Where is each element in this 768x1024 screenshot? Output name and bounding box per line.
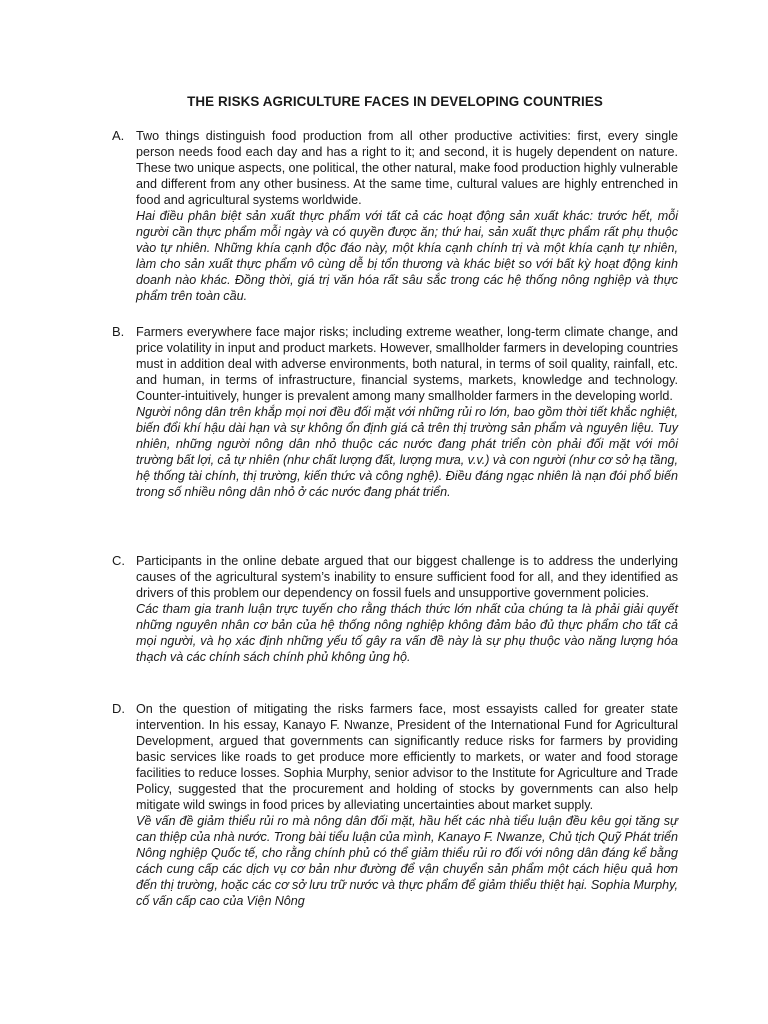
section-content <box>136 701 678 909</box>
section-letter: C. <box>112 553 125 568</box>
section-content <box>136 128 678 304</box>
section-letter: D. <box>112 701 125 716</box>
vietnamese-translation: Người nông dân trên khắp mọi nơi đều đối mặt với những rủi ro lớn, bao gồm thời tiết khắc nghiệt, biến đổi khí hậu dài hạn và sự không ổn định giá cả trên thị trường sản phẩm và nguyên liệu. Tuy nhiên, những người nông dân nhỏ thuộc các nước đang phát triển còn phải đối mặt với môi trường bất lợi, cả tự nhiên (như chất lượng đất, lượng mưa, v.v.) và con người (như cơ sở hạ tầng, hệ thống tài chính, thị trường, kiến thức và công nghệ). Điều đáng ngạc nhiên là nạn đói phổ biến trong số nhiều nông dân nhỏ ở các nước đang phát triển. <box>136 405 678 499</box>
section-content <box>136 324 678 500</box>
section-letter: A. <box>112 128 125 143</box>
section-letter: B. <box>112 324 125 339</box>
vietnamese-translation: Các tham gia tranh luận trực tuyến cho rằng thách thức lớn nhất của chúng ta là phải giải quyết những nguyên nhân cơ bản của hệ thống nông nghiệp không đảm bảo đủ thực phẩm cho tất cả mọi người, và họ xác định những yếu tố gây ra vấn đề này là sự phụ thuộc vào năng lượng hóa thạch và các chính sách chính phủ không ủng hộ. <box>136 602 678 664</box>
document-title: THE RISKS AGRICULTURE FACES IN DEVELOPING COUNTRIES <box>187 94 603 109</box>
english-paragraph: Farmers everywhere face major risks; including extreme weather, long-term climate change, and price volatility in input and product markets. However, smallholder farmers in developing countries must in addition deal with adverse environments, both natural, in terms of soil quality, rainfall, etc. and human, in terms of infrastructure, financial systems, markets, knowledge and technology. Counter-intuitively, hunger is prevalent among many smallholder farmers in the developing world. <box>136 325 678 403</box>
english-paragraph: On the question of mitigating the risks farmers face, most essayists called for greater state intervention. In his essay, Kanayo F. Nwanze, President of the International Fund for Agricultural Development, argued that governments can significantly reduce risks for farmers by providing basic services like roads to get produce more efficiently to markets, or water and food storage facilities to reduce losses. Sophia Murphy, senior advisor to the Institute for Agriculture and Trade Policy, suggested that the procurement and holding of stocks by governments can also help mitigate wild swings in food prices by alleviating uncertainties about market supply. <box>136 702 678 812</box>
vietnamese-translation: Về vấn đề giảm thiểu rủi ro mà nông dân đối mặt, hầu hết các nhà tiểu luận đều kêu gọi tăng sự can thiệp của nhà nước. Trong bài tiểu luận của mình, Kanayo F. Nwanze, Chủ tịch Quỹ Phát triển Nông nghiệp Quốc tế, cho rằng chính phủ có thể giảm thiểu rủi ro đối với nông dân đáng kể bằng cách cung cấp các dịch vụ cơ bản như đường để vận chuyển sản phẩm một cách hiệu quả hơn đến thị trường, hoặc các cơ sở lưu trữ nước và thực phẩm để giảm thiểu thiệt hại. Sophia Murphy, cố vấn cấp cao của Viện Nông <box>136 814 678 908</box>
vietnamese-translation: Hai điều phân biệt sản xuất thực phẩm với tất cả các hoạt động sản xuất khác: trước hết, mỗi người cần thực phẩm mỗi ngày và có quyền được ăn; thứ hai, sản xuất thực phẩm rất phụ thuộc vào tự nhiên. Những khía cạnh độc đáo này, một khía cạnh chính trị và một khía cạnh tự nhiên, làm cho sản xuất thực phẩm vô cùng dễ bị tổn thương và khác biệt so với bất kỳ hoạt động kinh doanh nào khác. Đồng thời, giá trị văn hóa rất sâu sắc trong các hệ thống nông nghiệp và thực phẩm trên toàn cầu. <box>136 209 678 303</box>
english-paragraph: Two things distinguish food production from all other productive activities: first, every single person needs food each day and has a right to it; and second, it is hugely dependent on nature. These two unique aspects, one political, the other natural, make food production highly vulnerable and different from any other business. At the same time, cultural values are highly entrenched in food and agricultural systems worldwide. <box>136 129 678 207</box>
english-paragraph: Participants in the online debate argued that our biggest challenge is to address the underlying causes of the agricultural system’s inability to ensure sufficient food for all, and they identified as drivers of this problem our dependency on fossil fuels and unsupportive government policies. <box>136 554 678 600</box>
section-content <box>136 553 678 665</box>
